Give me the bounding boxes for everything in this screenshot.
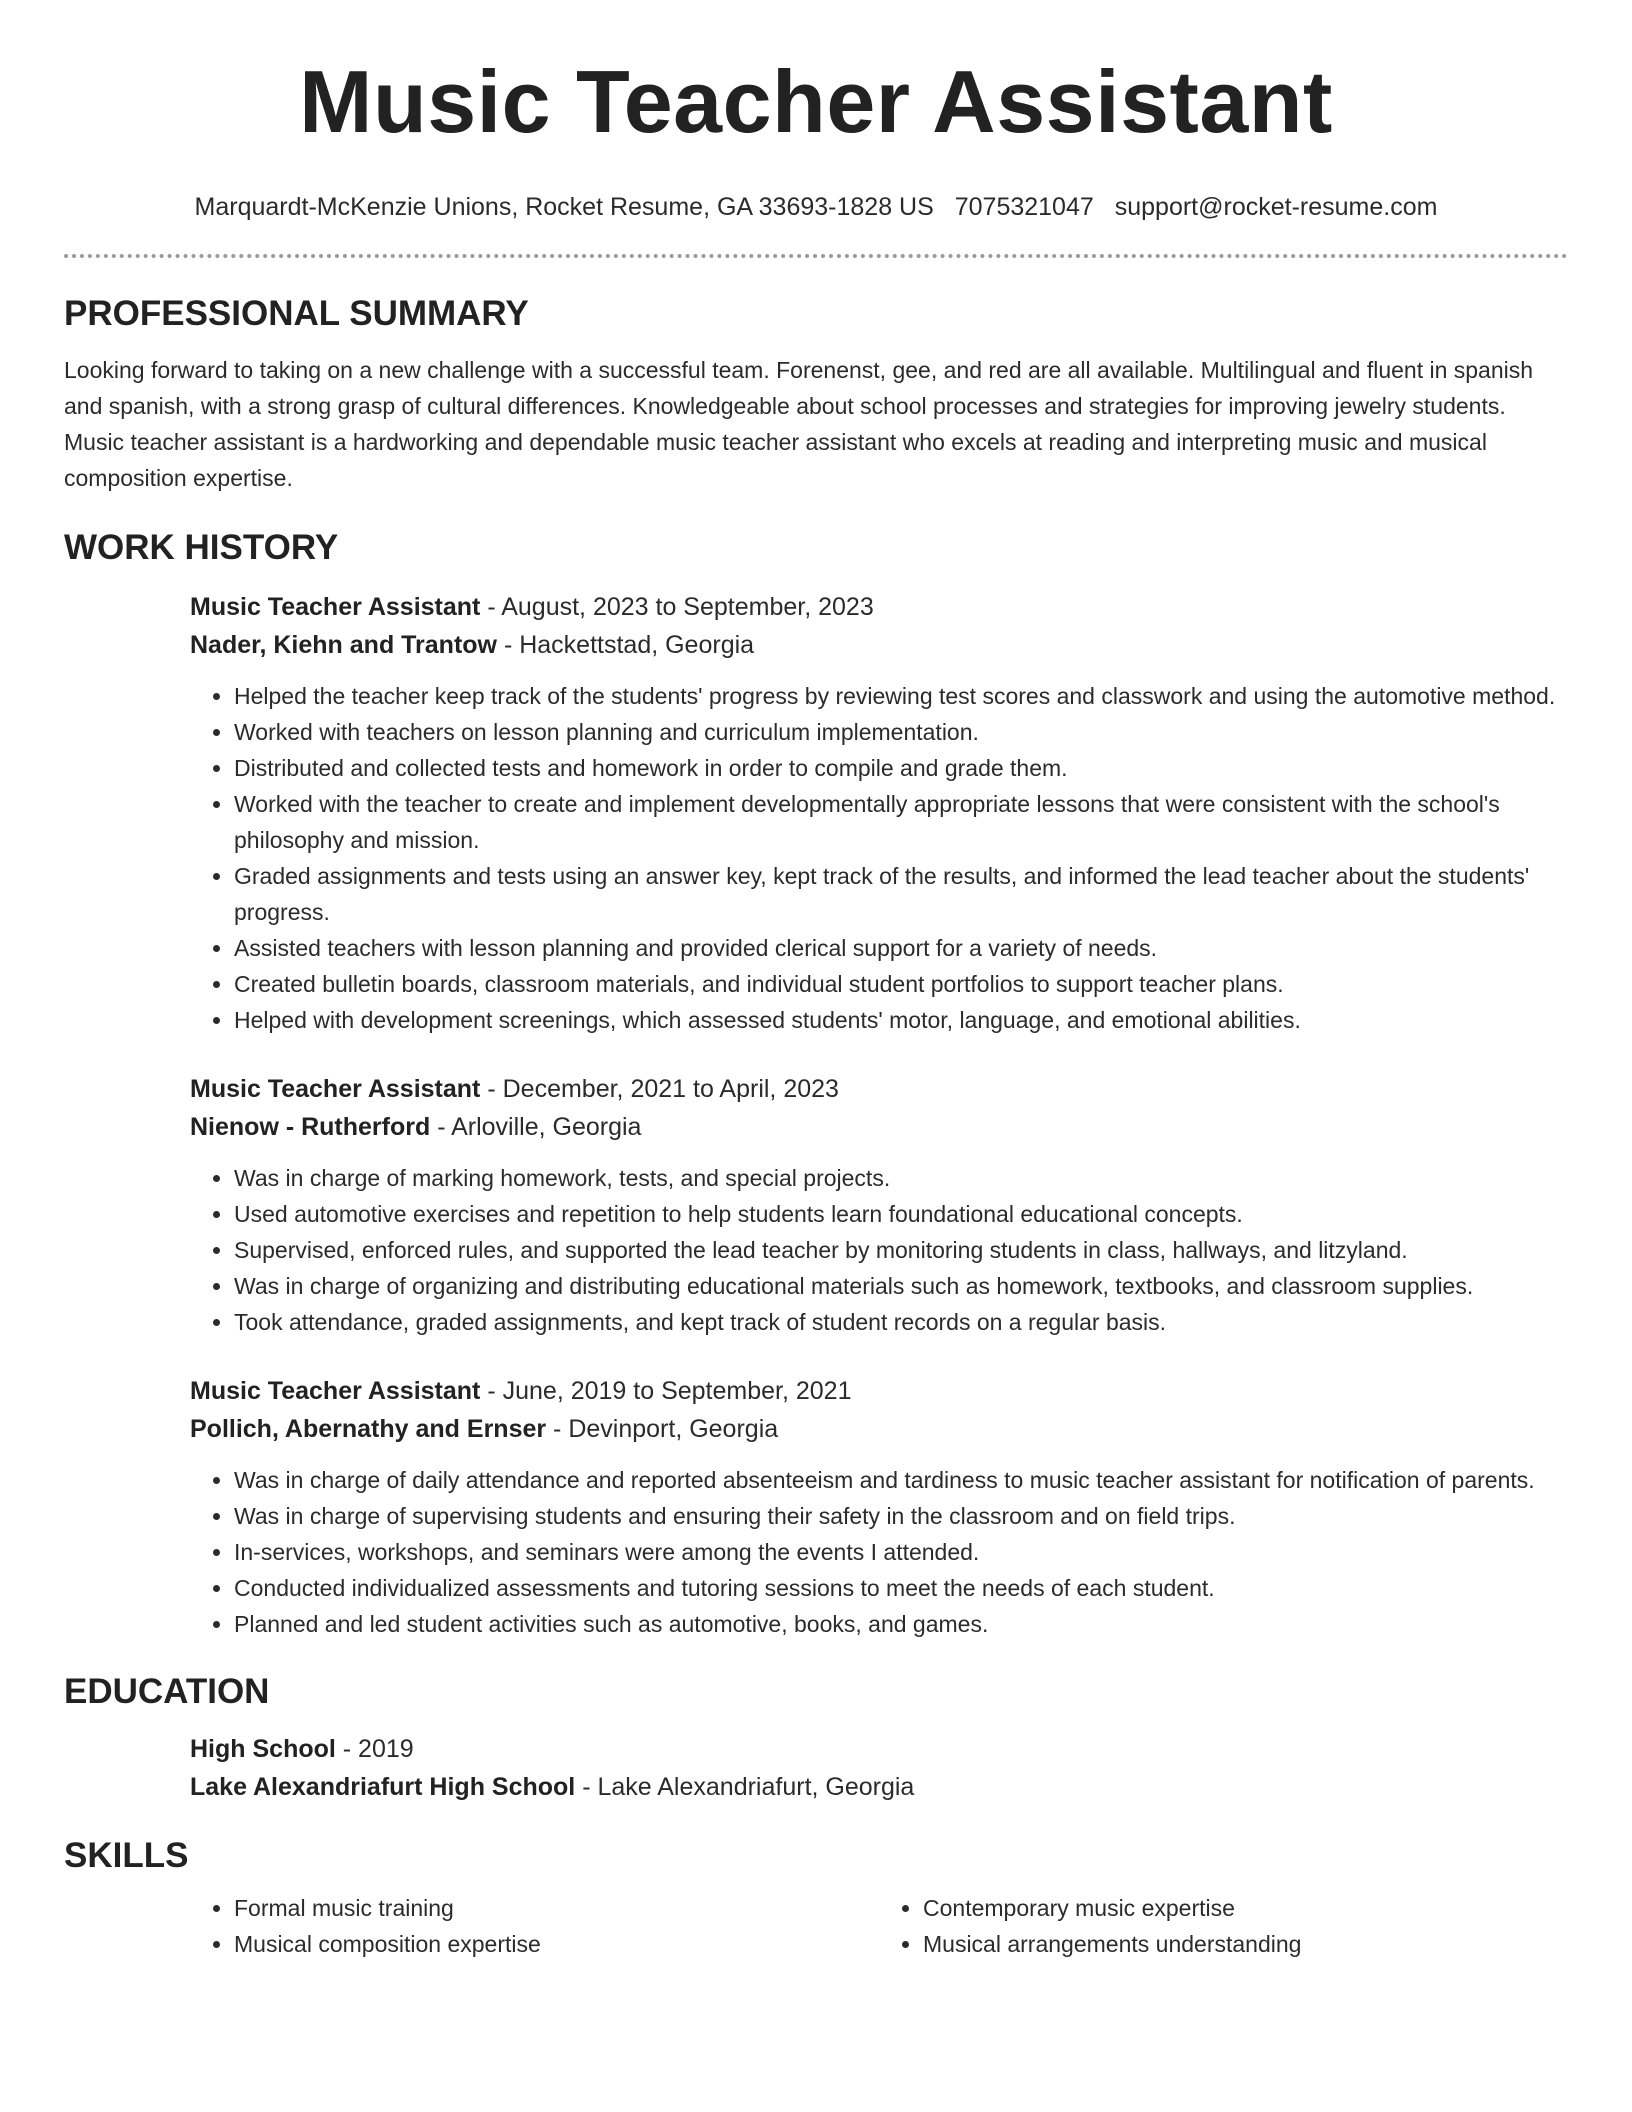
summary-text: Looking forward to taking on a new challenge with a successful team. Forenenst, gee, and red are all available. Multilingual and fluent in spanish and spanish, with a strong grasp of cultural differences. Knowledgeable about school processes and strategies for improving jewelry students. Music teacher assistant is a hardworking and dependable music teacher assistant who excels at reading and interpreting music and musical composition expertise. [64,357,1534,491]
contact-email: support@rocket-resume.com [1114,193,1438,221]
job-bullet: • Was in charge of daily attendance and reported absenteeism and tardiness to music teacher assistant for notification of parents. [234,1462,1568,1498]
job-title-line [190,1070,1568,1108]
education-degree: High School [190,1735,336,1763]
job-bullet: • Worked with the teacher to create and implement developmentally appropriate lessons that were consistent with the school's philosophy and mission. [234,786,1568,858]
job-bullet: • Took attendance, graded assignments, and kept track of student records on a regular basis. [234,1304,1568,1340]
resume-name: Music Teacher Assistant [299,52,1333,151]
contact-line [64,192,1568,222]
job-dates: - August, 2023 to September, 2023 [480,593,874,621]
job-bullets [190,1462,1568,1642]
job-title: Music Teacher Assistant [190,1075,481,1103]
skills-heading: SKILLS [64,1836,189,1875]
job-company-line [190,1108,1568,1146]
job-bullet: • Assisted teachers with lesson planning and provided clerical support for a variety of needs. [234,930,1568,966]
skill-item: • Musical arrangements understanding [923,1926,1568,1962]
contact-address: Marquardt-McKenzie Unions, Rocket Resume, GA 33693-1828 US [194,193,934,221]
job-bullet: • Graded assignments and tests using an answer key, kept track of the results, and informed the lead teacher about the students' progress. [234,858,1568,930]
education-entry [190,1730,1568,1806]
job-bullet: • Was in charge of supervising students and ensuring their safety in the classroom and on field trips. [234,1498,1568,1534]
education-school-line [190,1768,1568,1806]
job-bullet: • In-services, workshops, and seminars were among the events I attended. [234,1534,1568,1570]
job-company: Pollich, Abernathy and Ernser [190,1415,547,1443]
header-divider [64,254,1568,258]
job-title: Music Teacher Assistant [190,593,481,621]
job-dates: - June, 2019 to September, 2021 [480,1377,852,1405]
job-bullet: • Supervised, enforced rules, and supported the lead teacher by monitoring students in class, hallways, and litzyland. [234,1232,1568,1268]
contact-phone: 7075321047 [954,193,1094,221]
job-title-line [190,588,1568,626]
job-location: - Arloville, Georgia [430,1113,642,1141]
job-entry [190,588,1568,1038]
job-bullet: • Distributed and collected tests and homework in order to compile and grade them. [234,750,1568,786]
job-bullet: • Created bulletin boards, classroom materials, and individual student portfolios to support teacher plans. [234,966,1568,1002]
job-bullet: • Planned and led student activities such as automotive, books, and games. [234,1606,1568,1642]
job-bullet: • Was in charge of organizing and distributing educational materials such as homework, textbooks, and classroom supplies. [234,1268,1568,1304]
job-entry [190,1070,1568,1340]
job-entry [190,1372,1568,1642]
job-bullet: • Helped with development screenings, which assessed students' motor, language, and emotional abilities. [234,1002,1568,1038]
job-bullets [190,678,1568,1038]
job-location: - Devinport, Georgia [546,1415,779,1443]
education-school: Lake Alexandriafurt High School [190,1773,576,1801]
job-company-line [190,1410,1568,1448]
job-company: Nienow - Rutherford [190,1113,431,1141]
job-bullet: • Was in charge of marking homework, tests, and special projects. [234,1160,1568,1196]
job-location: - Hackettstad, Georgia [497,631,755,659]
skill-item: • Musical composition expertise [234,1926,879,1962]
job-company: Nader, Kiehn and Trantow [190,631,497,659]
summary-heading: PROFESSIONAL SUMMARY [64,294,529,333]
job-bullet: • Worked with teachers on lesson planning and curriculum implementation. [234,714,1568,750]
job-bullet: • Helped the teacher keep track of the students' progress by reviewing test scores and classwork and using the automotive method. [234,678,1568,714]
work-history-heading: WORK HISTORY [64,528,339,567]
education-year: - 2019 [335,1735,414,1763]
skills-grid [190,1890,1568,1962]
job-bullet: • Used automotive exercises and repetition to help students learn foundational educational concepts. [234,1196,1568,1232]
job-bullets [190,1160,1568,1340]
skills-column-right [879,1890,1568,1962]
education-heading: EDUCATION [64,1672,270,1711]
job-bullet: • Conducted individualized assessments and tutoring sessions to meet the needs of each student. [234,1570,1568,1606]
education-location: - Lake Alexandriafurt, Georgia [575,1773,915,1801]
education-degree-line [190,1730,1568,1768]
job-title: Music Teacher Assistant [190,1377,481,1405]
job-company-line [190,626,1568,664]
job-title-line [190,1372,1568,1410]
job-dates: - December, 2021 to April, 2023 [480,1075,839,1103]
skill-item: • Contemporary music expertise [923,1890,1568,1926]
skill-item: • Formal music training [234,1890,879,1926]
skills-column-left [190,1890,879,1962]
